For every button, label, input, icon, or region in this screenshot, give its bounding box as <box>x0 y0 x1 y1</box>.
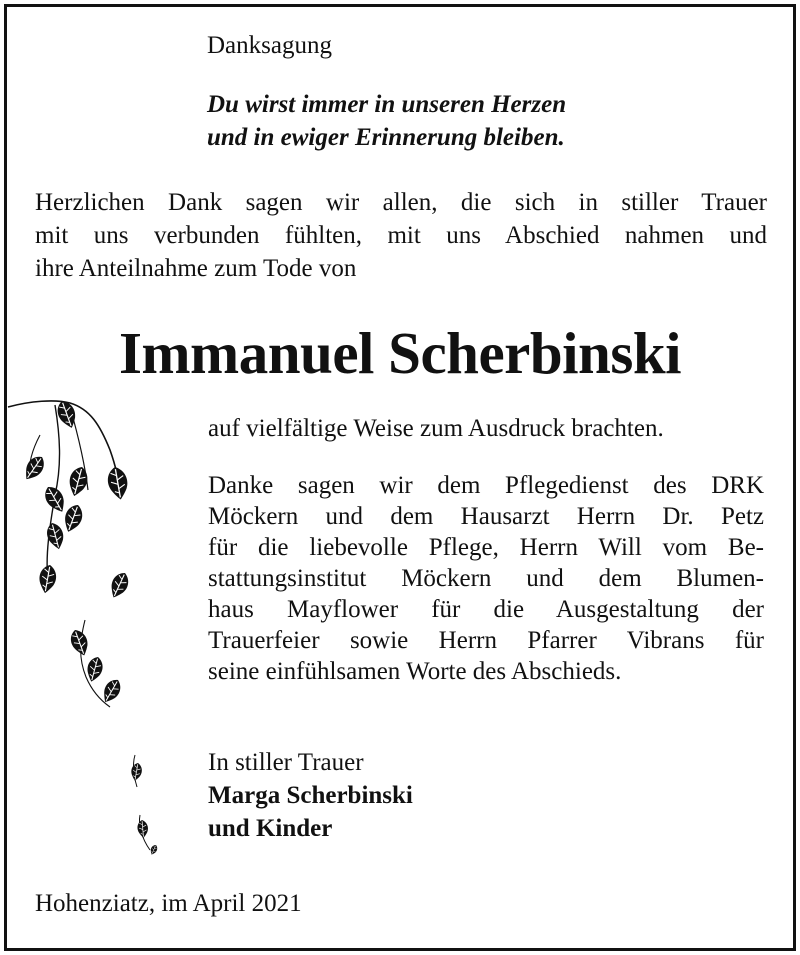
acknowledgement-paragraph-2 <box>208 470 764 687</box>
body-line: Danke sagen wir dem Pflegedienst des DRK <box>208 472 764 499</box>
motto-line: Du wirst immer in unseren Herzen <box>207 91 567 118</box>
notice-heading: Danksagung <box>207 32 332 59</box>
intro-line: mit uns verbunden fühlten, mit uns Abschied nahmen und <box>35 222 767 249</box>
signature-name: Marga Scherbinski <box>208 782 413 809</box>
body-line: für die liebevolle Pflege, Herrn Will vom Be- <box>208 534 764 561</box>
signature-intro: In stiller Trauer <box>208 749 364 776</box>
body-line: auf vielfältige Weise zum Ausdruck brachten. <box>208 415 664 442</box>
place-date: Hohenziatz, im April 2021 <box>35 890 302 917</box>
intro-line: ihre Anteilnahme zum Tode von <box>35 255 357 282</box>
body-line: Trauerfeier sowie Herrn Pfarrer Vibrans für <box>208 627 764 654</box>
acknowledgement-paragraph-1 <box>208 413 764 444</box>
deceased-name: Immanuel Scherbinski <box>118 320 682 386</box>
body-line: seine einfühlsamen Worte des Abschieds. <box>208 658 622 685</box>
body-line: haus Mayflower für die Ausgestaltung der <box>208 596 764 623</box>
body-line: Möckern und dem Hausarzt Herrn Dr. Petz <box>208 503 764 530</box>
intro-paragraph <box>35 186 767 285</box>
signature-block <box>208 746 413 845</box>
body-line: stattungsinstitut Möckern und dem Blumen- <box>208 565 764 592</box>
intro-line: Herzlichen Dank sagen wir allen, die sich in stiller Trauer <box>35 189 767 216</box>
birch-branch-leaves-icon <box>0 395 200 875</box>
notice-motto <box>207 88 566 154</box>
signature-name: und Kinder <box>208 815 333 842</box>
motto-line: und in ewiger Erinnerung bleiben. <box>207 124 565 151</box>
